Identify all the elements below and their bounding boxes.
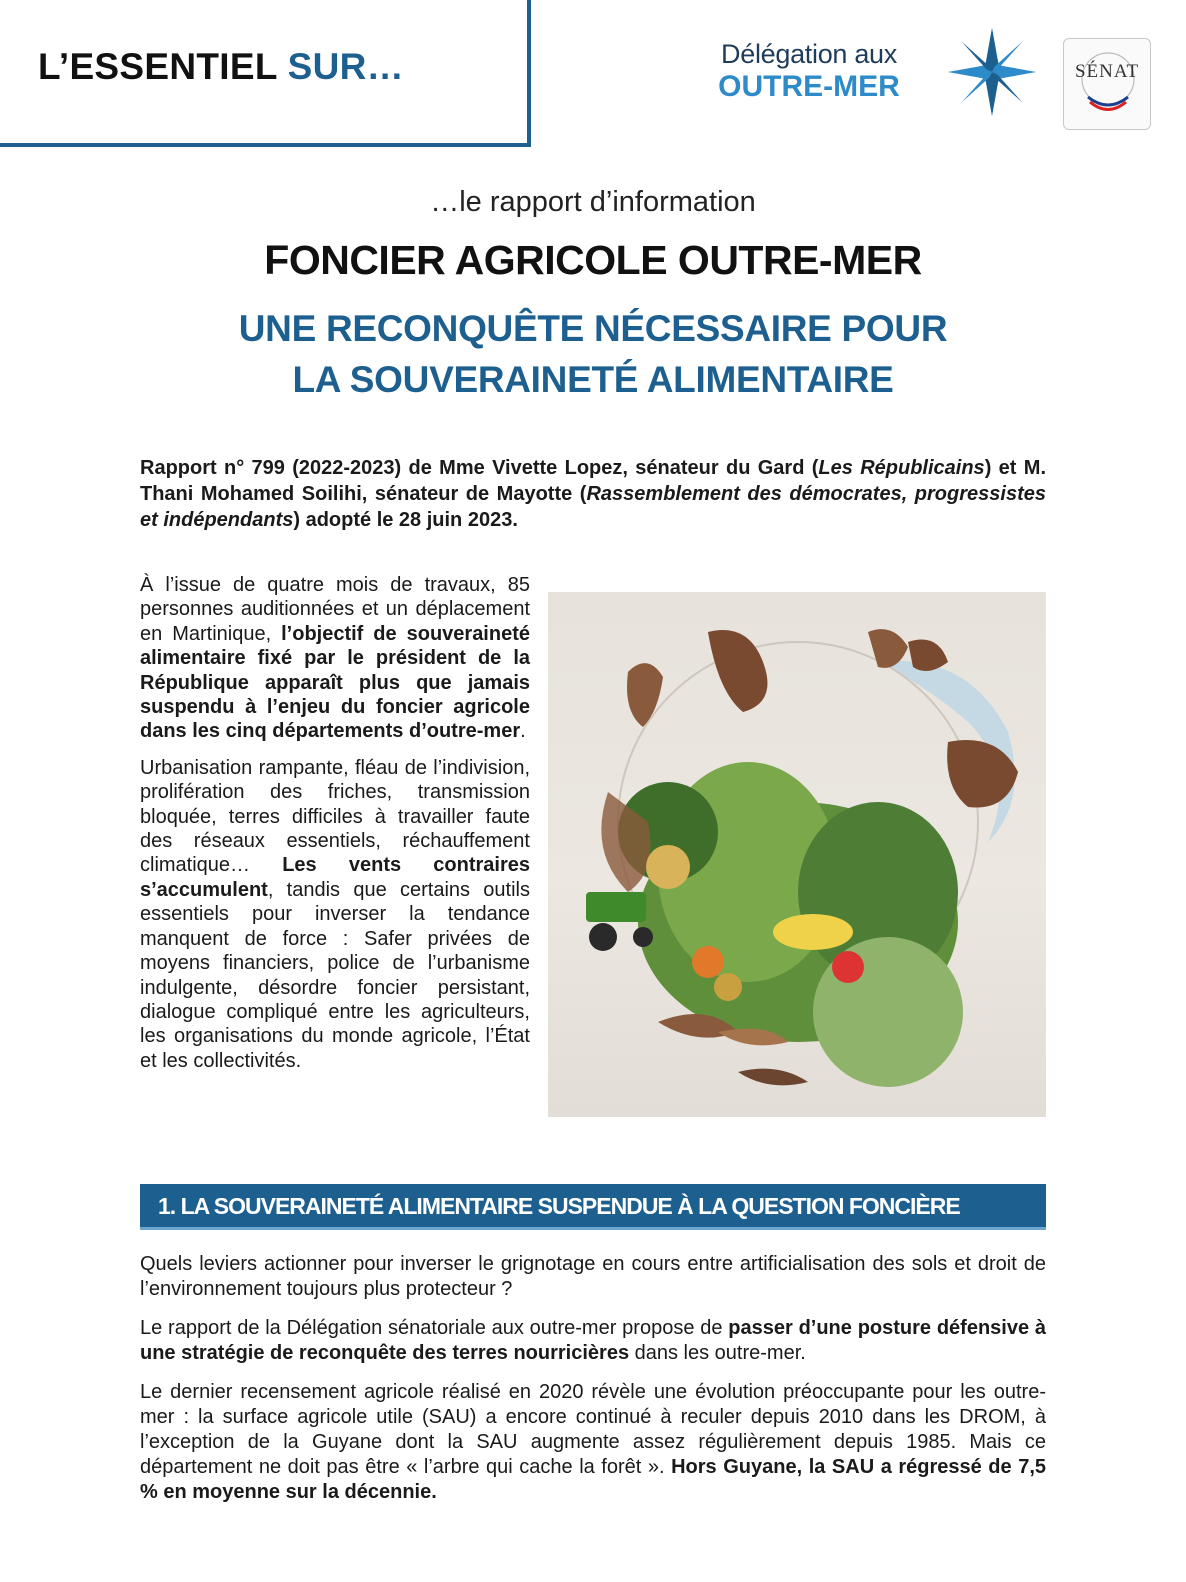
intro-paragraph-1	[140, 573, 530, 744]
delegation-line1: Délégation aux	[721, 39, 897, 69]
senat-word: SÉNAT	[1074, 61, 1140, 82]
s1-p3-b: Hors Guyane, la SAU a régressé de 7,5 % en moyenne sur la décennie.	[140, 1456, 1047, 1503]
blue-title-line1: UNE RECONQUÊTE NÉCESSAIRE POUR	[238, 308, 948, 349]
report-party-1: Les Républicains	[818, 457, 985, 479]
section-1-paragraph-1: Quels leviers actionner pour inverser le grignotage en cours entre artificialisation des sols et droit de l’environnement toujours plus protecteur ?	[140, 1253, 1046, 1300]
intro-p1-a: À l’issue de quatre mois de travaux, 85 personnes auditionnées et un déplacement en Martinique,	[140, 574, 530, 645]
intro-p2-b: Les vents contraires s’accumulent	[140, 854, 530, 901]
senat-logo	[1063, 38, 1151, 130]
section-1-body	[140, 1252, 1046, 1519]
s1-p2-b: passer d’une posture défensive à une stratégie de reconquête des terres nourricières	[140, 1317, 1047, 1364]
header-essentiel: L’ESSENTIEL	[38, 46, 288, 87]
report-text-2: ) et M. Thani Mohamed Soilihi, sénateur de Mayotte (	[140, 457, 1047, 505]
subtitle: …le rapport d’information	[430, 186, 756, 218]
main-title: FONCIER AGRICOLE OUTRE-MER	[264, 237, 922, 283]
report-party-2: Rassemblement des démocrates, progressistes et indépendants	[140, 483, 1046, 531]
report-text-3: ) adopté le 28 juin 2023.	[293, 509, 518, 531]
section-1-title: 1. LA SOUVERAINETÉ ALIMENTAIRE SUSPENDUE À LA QUESTION FONCIÈRE	[158, 1193, 960, 1219]
section-1-header	[140, 1184, 1046, 1230]
intro-paragraph-2	[140, 756, 530, 1073]
report-text-1: Rapport n° 799 (2022-2023) de Mme Vivette Lopez, sénateur du Gard (	[140, 457, 819, 479]
s1-p3-a: Le dernier recensement agricole réalisé en 2020 révèle une évolution préoccupante pour les outre-mer : la surface agricole utile (SAU) a encore continué à reculer depuis 2010 dans les DROM, à l’exception de la Guyane dont la SAU augmente assez régulièrement depuis 1985. Mais ce département ne doit pas être « l’arbre qui cache la forêt ».	[140, 1381, 1046, 1478]
blue-title-line2: LA SOUVERAINETÉ ALIMENTAIRE	[292, 359, 894, 400]
s1-p2-c: dans les outre-mer.	[629, 1342, 806, 1364]
delegation-line2: OUTRE-MER	[718, 70, 900, 103]
blue-title	[0, 303, 1186, 405]
illustration-collage	[548, 592, 1046, 1117]
header-sur: SUR…	[287, 46, 404, 87]
delegation-logo	[704, 38, 914, 104]
s1-p2-a: Le rapport de la Délégation sénatoriale aux outre-mer propose de	[140, 1317, 729, 1339]
header-box	[0, 0, 531, 147]
report-meta	[140, 455, 1046, 533]
section-1-paragraph-2	[140, 1316, 1046, 1366]
intro-p2-c: , tandis que certains outils essentiels pour inverser la tendance manquent de force : Safer privées de moyens financiers, police de l’urbanisme indulgente, désordre foncier persistant, dialogue compliqué entre les agriculteurs, les organisations du monde agricole, l’État et les collectivités.	[140, 878, 530, 1072]
section-1-paragraph-3	[140, 1380, 1046, 1505]
senat-emblem-icon	[1064, 39, 1152, 131]
intro-p2-a: Urbanisation rampante, fléau de l’indivision, prolifération des friches, transmission bloquée, terres difficiles à travailler faute des réseaux essentiels, réchauffement climatique…	[140, 756, 530, 877]
intro-column	[140, 573, 530, 1085]
collage-image	[548, 592, 1046, 1117]
header-title	[38, 46, 404, 88]
intro-p1-b: l’objectif de souveraineté alimentaire fixé par le président de la République apparaît plus que jamais suspendu à l’enjeu du foncier agricole dans les cinq départements d’outre-mer	[140, 622, 530, 743]
compass-star-icon	[944, 24, 1040, 120]
intro-p1-c: .	[520, 720, 526, 743]
